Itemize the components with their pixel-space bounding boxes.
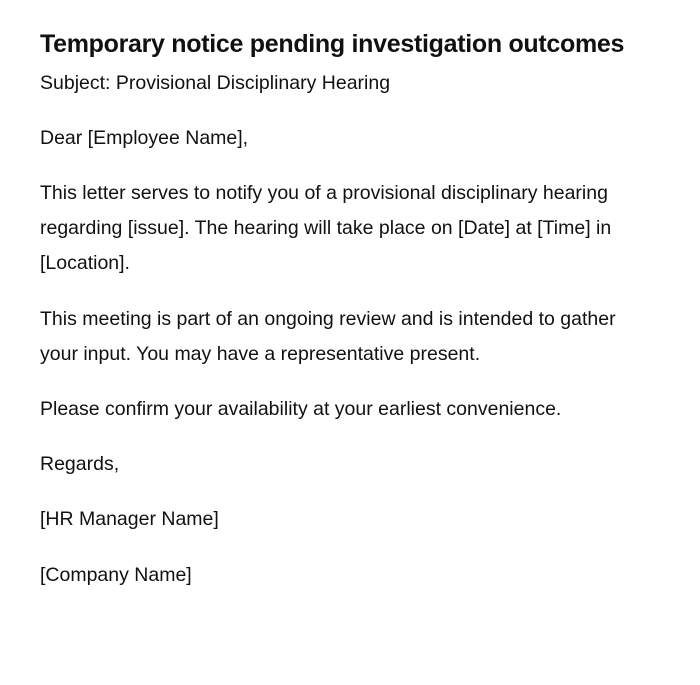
signature-name: [HR Manager Name] xyxy=(40,508,219,530)
signature-company: [Company Name] xyxy=(40,564,192,586)
body-paragraph: Please confirm your availability at your earliest convenience. xyxy=(40,398,562,420)
letter-document xyxy=(40,22,640,593)
document-title: Temporary notice pending investigation outcomes xyxy=(40,30,625,58)
greeting: Dear [Employee Name], xyxy=(40,127,249,149)
closing: Regards, xyxy=(40,453,120,475)
body-paragraph: This letter serves to notify you of a provisional disciplinary hearing regarding [issue]. The hearing will take place on [Date] at [Time] in [Location]. xyxy=(40,182,612,274)
body-paragraph: This meeting is part of an ongoing review and is intended to gather your input. You may have a representative present. xyxy=(40,308,616,365)
subject-line: Subject: Provisional Disciplinary Hearing xyxy=(40,72,391,94)
